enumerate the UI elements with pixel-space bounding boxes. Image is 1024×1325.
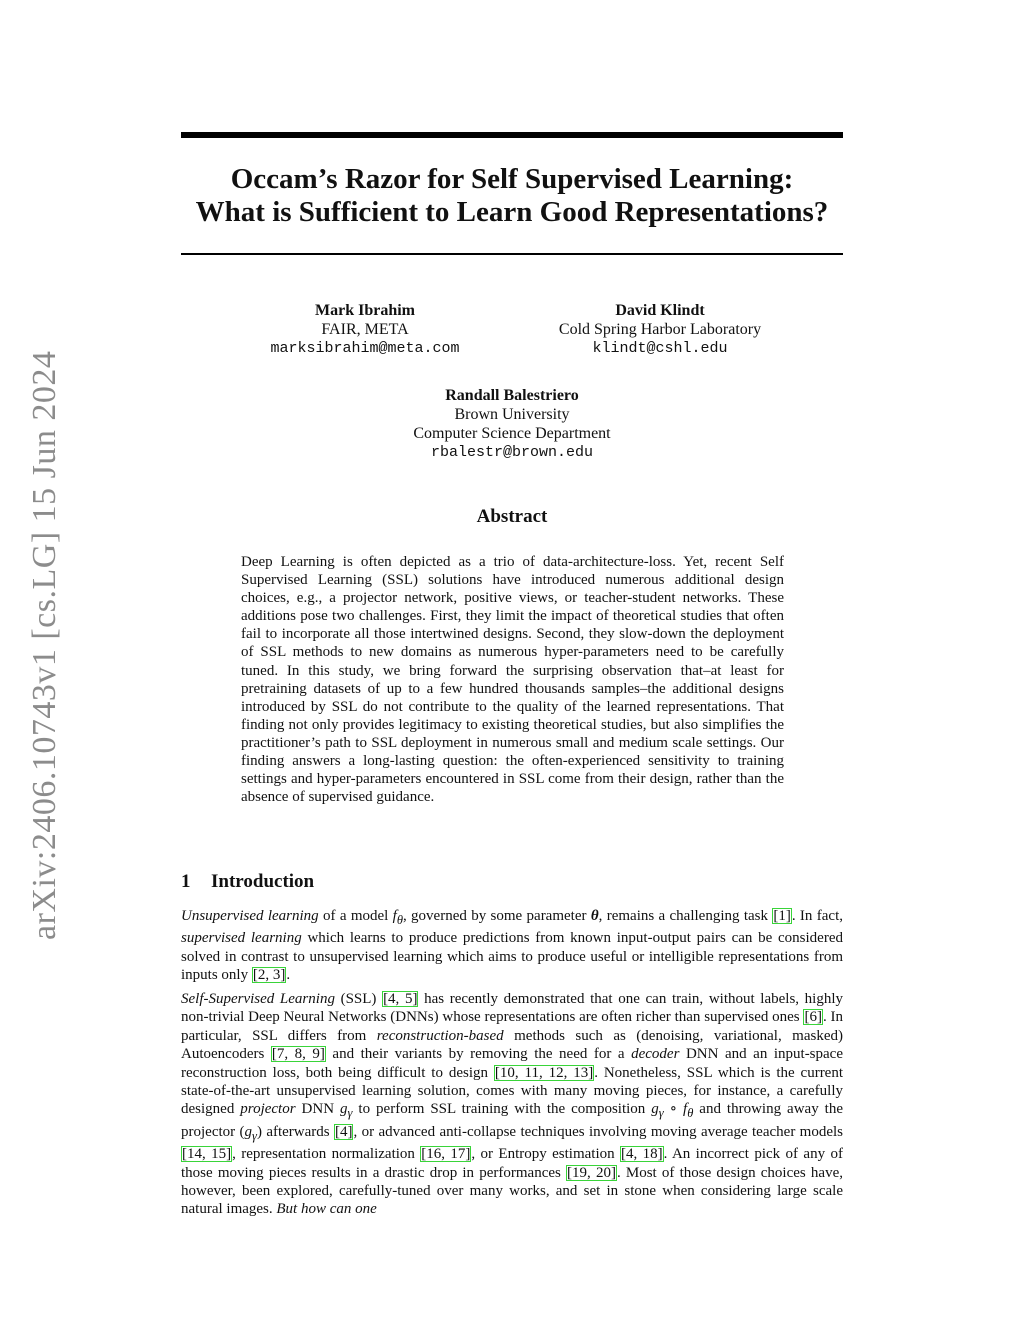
paragraph-text: to perform SSL training with the composition [352, 1101, 652, 1118]
math-subscript: γ [658, 1106, 664, 1121]
emphasis-term: supervised learning [181, 930, 302, 947]
author-block-1 [240, 301, 490, 358]
paragraph-text: . Most of those design choices have, however, been explored, carefully-tuned over many works, and set in stone when considering large scale natural images. [181, 1164, 843, 1218]
author-affiliation: Cold Spring Harbor Laboratory [558, 321, 762, 338]
math-symbol: f [392, 908, 397, 924]
paragraph-text: , remains a challenging task [598, 908, 773, 924]
intro-paragraph-1 [181, 907, 843, 985]
citation-link[interactable]: [16, 17] [421, 1146, 471, 1163]
paragraph-text: . In particular, SSL differs from [181, 1009, 843, 1044]
section-number: 1 [181, 871, 191, 892]
paragraph-text: which learns to produce predictions from known input-output pairs can be considered solved in contrast to unsupervised learning which aims to produce useful or intelligible representations from inputs only [181, 930, 843, 984]
paragraph-text: and their variants by removing the need for a [325, 1046, 632, 1063]
paragraph-text: . In fact, [791, 908, 843, 924]
citation-link[interactable]: [4] [334, 1123, 353, 1140]
author-affiliation: FAIR, META [321, 321, 409, 338]
paragraph-text: ) afterwards [256, 1123, 334, 1140]
author-name: Mark Ibrahim [315, 302, 415, 319]
paragraph-text: . An incorrect pick of any of those moving pieces results in a drastic drop in performances [181, 1146, 843, 1181]
math-symbol: g [340, 1101, 348, 1118]
emphasis-term: Self-Supervised Learning [181, 991, 335, 1007]
author-email[interactable]: marksibrahim@meta.com [270, 340, 460, 357]
paragraph-text: and throwing away the projector ( [181, 1101, 843, 1140]
paragraph-text: of a model [318, 908, 393, 924]
math-symbol: g [244, 1123, 253, 1140]
author-block-3 [362, 386, 662, 462]
intro-paragraph-2 [181, 990, 843, 1219]
citation-link[interactable]: [2, 3] [252, 967, 286, 984]
math-subscript: γ [252, 1128, 257, 1143]
paragraph-text: , or Entropy estimation [471, 1146, 621, 1163]
author-block-2 [535, 301, 785, 358]
citation-link[interactable]: [19, 20] [567, 1164, 616, 1181]
paragraph-text: DNN [295, 1101, 341, 1118]
author-email[interactable]: klindt@cshl.edu [592, 340, 728, 357]
citation-link[interactable]: [7, 8, 9] [271, 1046, 325, 1063]
citation-link[interactable]: [1] [773, 908, 791, 924]
section-heading [181, 871, 314, 893]
math-symbol: θ [590, 908, 599, 924]
math-subscript: θ [396, 913, 403, 927]
paragraph-text: , representation normalization [232, 1146, 421, 1163]
citation-link[interactable]: [4, 18] [621, 1146, 663, 1163]
title-top-rule [181, 132, 843, 138]
math-operator: ∘ [663, 1101, 684, 1118]
emphasis-term: Unsupervised learning [181, 908, 319, 924]
title-line-1: Occam’s Razor for Self Supervised Learning: [230, 163, 794, 195]
math-symbol: g [651, 1101, 659, 1118]
author-name: Randall Balestriero [445, 387, 579, 404]
title-line-2: What is Sufficient to Learn Good Representations? [195, 196, 829, 228]
math-symbol: f [683, 1101, 688, 1118]
paragraph-text: has recently demonstrated that one can train, without labels, highly non-trivial Deep Neural Networks (DNNs) whose representations are often richer than supervised ones [181, 991, 843, 1026]
author-email[interactable]: rbalestr@brown.edu [430, 444, 594, 461]
math-subscript: γ [347, 1106, 353, 1121]
paragraph-text: , or advanced anti-collapse techniques involving moving average teacher models [353, 1123, 844, 1140]
paragraph-text: (SSL) [334, 991, 383, 1007]
citation-link[interactable]: [10, 11, 12, 13] [494, 1064, 594, 1081]
paragraph-text: . [286, 967, 291, 984]
math-subscript: θ [687, 1106, 694, 1121]
arxiv-sidebar-stamp: arXiv:2406.10743v1 [cs.LG] 15 Jun 2024 [26, 350, 63, 940]
citation-link[interactable]: [6] [804, 1009, 822, 1026]
emphasis-term: reconstruction-based [376, 1027, 504, 1044]
abstract-text: Deep Learning is often depicted as a trio of data-architecture-loss. Yet, recent Self Supervised Learning (SSL) solutions have introduced numerous additional design choices, e.g., a projector network, positive views, or teacher-student networks. These additions pose two challenges. First, they limit the impact of theoretical studies that often fail to incorporate all those intertwined designs. Second, they slow-down the deployment of SSL methods to new domains as numerous hyper-parameters need to be carefully tuned. In this study, we bring forward the surprising observation that–at least for pretraining datasets of up to a few hundred thousands samples–the additional designs introduced by SSL do not contribute to the quality of the learned representations. That finding not only provides legitimacy to existing theoretical studies, but also simplifies the practitioner’s path to SSL deployment in numerous small and medium scale settings. Our finding answers a long-lasting question: the often-experienced sensitivity to training settings and hyper-parameters encountered in SSL come from their design, rather than the absence of supervised guidance. [241, 554, 784, 806]
paragraph-text: methods such as (denoising, variational, masked) Autoencoders [181, 1027, 843, 1063]
section-title: Introduction [211, 871, 315, 892]
title-bottom-rule [181, 253, 843, 255]
author-department: Computer Science Department [413, 425, 611, 442]
citation-link[interactable]: [14, 15] [182, 1146, 232, 1163]
paragraph-text: . Nonetheless, SSL which is the current state-of-the-art unsupervised learning solution, comes with many moving pieces, for instance, a carefully designed [181, 1064, 844, 1118]
citation-link[interactable]: [4, 5] [383, 991, 418, 1007]
paragraph-text: DNN and an input-space reconstruction loss, both being difficult to design [181, 1046, 843, 1081]
emphasis-term: decoder [631, 1046, 680, 1063]
abstract-heading: Abstract [476, 506, 548, 527]
paragraph-text: , governed by some parameter [402, 908, 591, 924]
paper-title [181, 163, 843, 229]
emphasis-term: But how can one [276, 1201, 377, 1218]
author-affiliation: Brown University [454, 406, 570, 423]
emphasis-term: projector [240, 1101, 296, 1118]
author-name: David Klindt [615, 302, 705, 319]
